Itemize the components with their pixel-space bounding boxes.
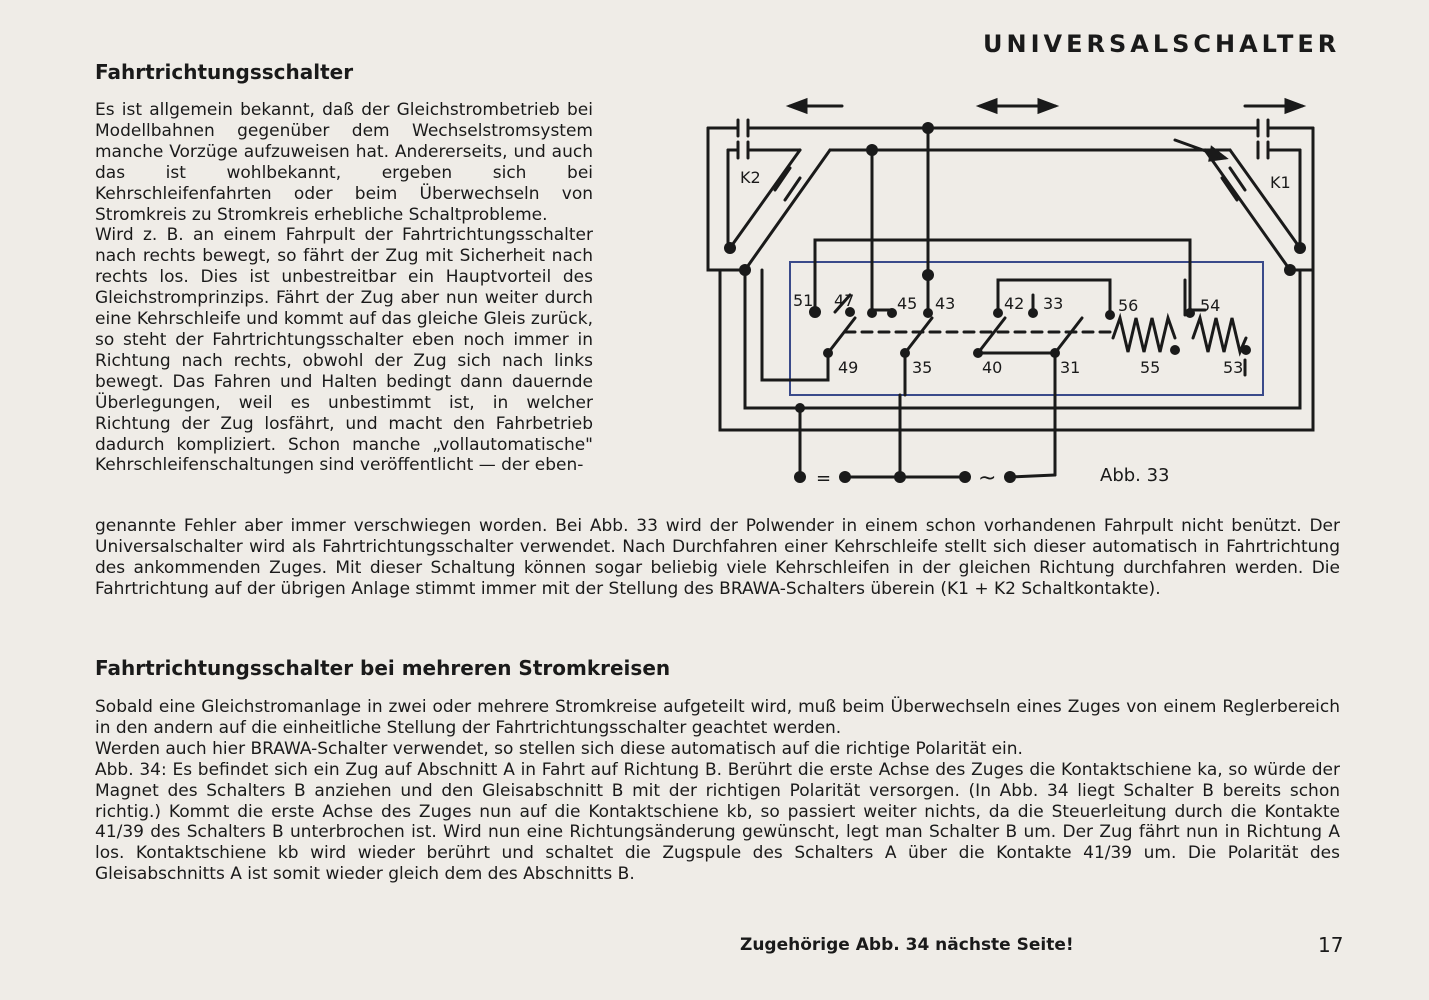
terminal-33: 33 [1043,294,1064,313]
paragraph: Es ist allgemein bekannt, daß der Gleichstrombetrieb bei Modellbahnen gegenüber dem Wechselstromsystem manche Vorzüge aufzuweisen hat. Andererseits, und auch das ist wohlbekannt, ergeben sich bei Kehrschleifenfahrten oder beim Überwechseln von Stromkreis zu Stromkreis erhebliche Schaltprobleme. [95,100,593,225]
page-number: 17 [1318,933,1344,957]
page-header: UNIVERSALSCHALTER [983,30,1341,58]
terminal-35: 35 [912,358,933,377]
paragraph: genannte Fehler aber immer verschwiegen worden. Bei Abb. 33 wird der Polwender in einem schon vorhandenen Fahrpult nicht benützt. Der Universalschalter wird als Fahrtrichtungsschalter verwendet. Nach Durchfahren einer Kehrschleife stellt sich dieser automatisch in Fahrtrichtung des ankommenden Zuges. Mit dieser Schaltung können sogar beliebig viele Kehrschleifen in der gleichen Richtung durchfahren werden. Die Fahrtrichtung auf der übrigen Anlage stimmt immer mit der Stellung des BRAWA-Schalters überein (K1 + K2 Schaltkontakte). [95,516,1340,599]
terminal-49: 49 [838,358,859,377]
terminal-51: 51 [793,291,814,310]
circuit-diagram-abb33 [700,90,1320,500]
terminal-54: 54 [1200,296,1221,315]
paragraph: Abb. 34: Es befindet sich ein Zug auf Abschnitt A in Fahrt auf Richtung B. Berührt die erste Achse des Zuges die Kontaktschiene ka, so würde der Magnet des Schalters B anziehen und den Gleisabschnitt B mit der richtigen Polarität versorgen. (In Abb. 34 liegt Schalter B bereits schon richtig.) Kommt die erste Achse des Zuges nun auf die Kontaktschiene kb, so passiert weiter nichts, da die Steuerleitung durch die Kontakte 41/39 des Schalters B unterbrochen ist. Wird nun eine Richtungsänderung gewünscht, legt man Schalter B um. Der Zug fährt nun in Richtung A los. Kontaktschiene kb wird wieder berührt und schaltet die Zugspule des Schalters A über die Kontakte 41/39 um. Die Polarität des Gleisabschnitts A ist somit wieder gleich dem des Abschnitts B. [95,759,1340,885]
section2-heading: Fahrtrichtungsschalter bei mehreren Stromkreisen [95,656,671,680]
section1-column-text [95,100,593,476]
terminal-55: 55 [1140,358,1161,377]
paragraph: Wird z. B. an einem Fahrpult der Fahrtrichtungsschalter nach rechts bewegt, so fährt der Zug mit Sicherheit nach rechts los. Dies ist unbestreitbar ein Hauptvorteil des Gleichstromprinzips. Fährt der Zug aber nun weiter durch eine Kehrschleife und kommt auf das gleiche Gleis zurück, so steht der Fahrtrichtungsschalter eben noch immer in Richtung nach rechts, obwohl der Zug sich nach links bewegt. Das Fahren und Halten bedingt dann dauernde Überlegungen, weil es unbestimmt ist, in welcher Richtung der Zug losfährt, und macht den Fahrbetrieb dadurch kompliziert. Schon manche „vollautomatische" Kehrschleifenschaltungen sind veröffentlicht — der eben- [95,225,593,476]
footer-note: Zugehörige Abb. 34 nächste Seite! [740,935,1074,955]
terminal-40: 40 [982,358,1003,377]
symbol-ac: ~ [978,466,997,491]
terminal-53: 53 [1223,358,1244,377]
label-k1: K1 [1270,173,1291,192]
terminal-56: 56 [1118,296,1139,315]
terminal-31: 31 [1060,358,1081,377]
paragraph: Sobald eine Gleichstromanlage in zwei oder mehrere Stromkreise aufgeteilt wird, muß beim Überwechseln eines Zuges von einem Reglerbereich in den andern auf die einheitliche Stellung der Fahrtrichtungsschalter geachtet werden. [95,697,1340,738]
section1-heading: Fahrtrichtungsschalter [95,60,354,84]
symbol-dc: = [816,468,832,489]
terminal-47: 47 [834,291,855,310]
terminal-45: 45 [897,294,918,313]
figure-caption: Abb. 33 [1100,465,1170,486]
section2-text [95,697,1340,885]
section1-full-text [95,516,1340,600]
terminal-43: 43 [935,294,956,313]
label-k2: K2 [740,168,761,187]
terminal-42: 42 [1004,294,1025,313]
paragraph: Werden auch hier BRAWA-Schalter verwendet, so stellen sich diese automatisch auf die richtige Polarität ein. [95,738,1023,759]
